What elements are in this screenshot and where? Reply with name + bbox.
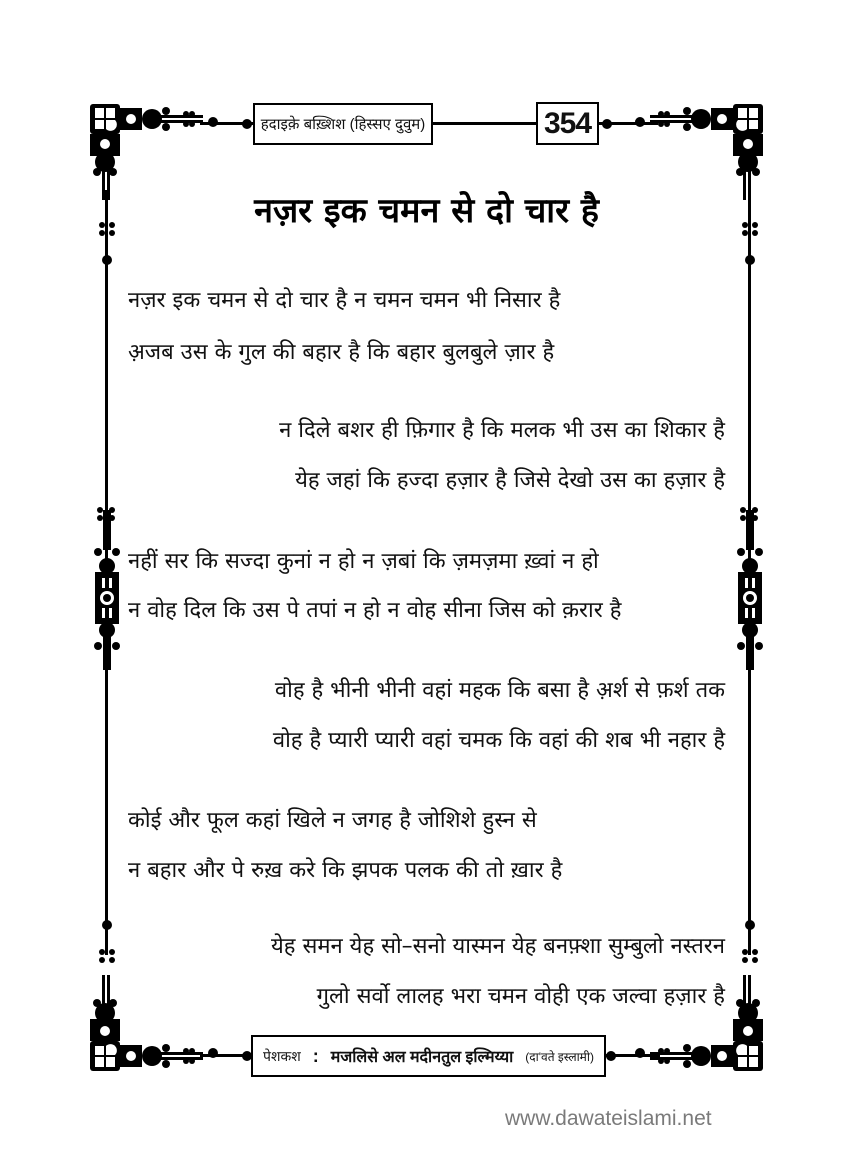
publisher-name: मजलिसे अल मदीनतुल इल्मिय्या [330, 1049, 514, 1066]
corner-ornament-top-left [88, 100, 238, 200]
verse-line: नहीं सर कि सज्दा कुनां न हो न ज़बां कि ज़मज़मा ख़्वां न हो [128, 549, 599, 574]
publisher-affiliation: (दा'वते इस्लामी) [525, 1049, 594, 1064]
page-number: 354 [543, 106, 592, 140]
page-number-box [536, 102, 599, 145]
book-title-box [253, 103, 433, 145]
verse-line: कोई और फूल कहां खिले न जगह है जोशिशे हुस्न से [128, 808, 537, 833]
side-ornament-left [92, 490, 122, 670]
verse-line: वोह है भीनी भीनी वहां महक कि बसा है अ़र्श से फ़र्श तक [274, 678, 725, 703]
verse-line: गुलो सर्वो लालह भरा चमन वोही एक जल्वा हज़ार है [316, 984, 725, 1009]
verse-line: न वोह दिल कि उस पे तपां न हो न वोह सीना जिस को क़रार है [128, 598, 622, 623]
corner-ornament-bottom-left-stem [95, 915, 119, 985]
corner-ornament-bottom-left [88, 975, 238, 1075]
corner-ornament-top-right [615, 100, 765, 200]
poem-title: नज़र इक चमन से दो चार है [254, 191, 599, 231]
side-ornament-right [735, 490, 765, 670]
presented-by-label: पेशकश [263, 1047, 301, 1064]
website-watermark: www.dawateislami.net [505, 1107, 712, 1130]
dot-ornament [240, 117, 254, 131]
dot-ornament [604, 1049, 618, 1063]
verse-line: नज़र इक चमन से दो चार है न चमन चमन भी निसार है [128, 288, 561, 313]
verse-line: वोह है प्यारी प्यारी वहां चमक कि वहां की शब भी नहार है [272, 728, 725, 753]
verse-line: येह जहां कि हज्दा हज़ार है जिसे देखो उस का हज़ार है [295, 468, 725, 493]
dot-ornament [600, 117, 614, 131]
verse-line: येह समन येह सो–सनो यास्मन येह बनफ़्शा सुम्बुलो नस्तरन [271, 934, 725, 959]
verse-line: अ़जब उस के गुल की बहार है कि बहार बुलबुले ज़ार है [128, 340, 555, 365]
separator-colon: : [312, 1045, 319, 1066]
frame-top-line-mid [432, 122, 538, 125]
book-title: हदाइक़े बख़्शिश (हिस्सए दुवुम) [260, 116, 426, 133]
verse-line: न बहार और पे रुख़ करे कि झपक पलक की तो ख़ार है [128, 858, 563, 883]
publisher-box [251, 1035, 606, 1077]
corner-ornament-bottom-right-stem [738, 915, 762, 985]
verse-line: न दिले बशर ही फ़िगार है कि मलक भी उस का शिकार है [279, 418, 725, 443]
